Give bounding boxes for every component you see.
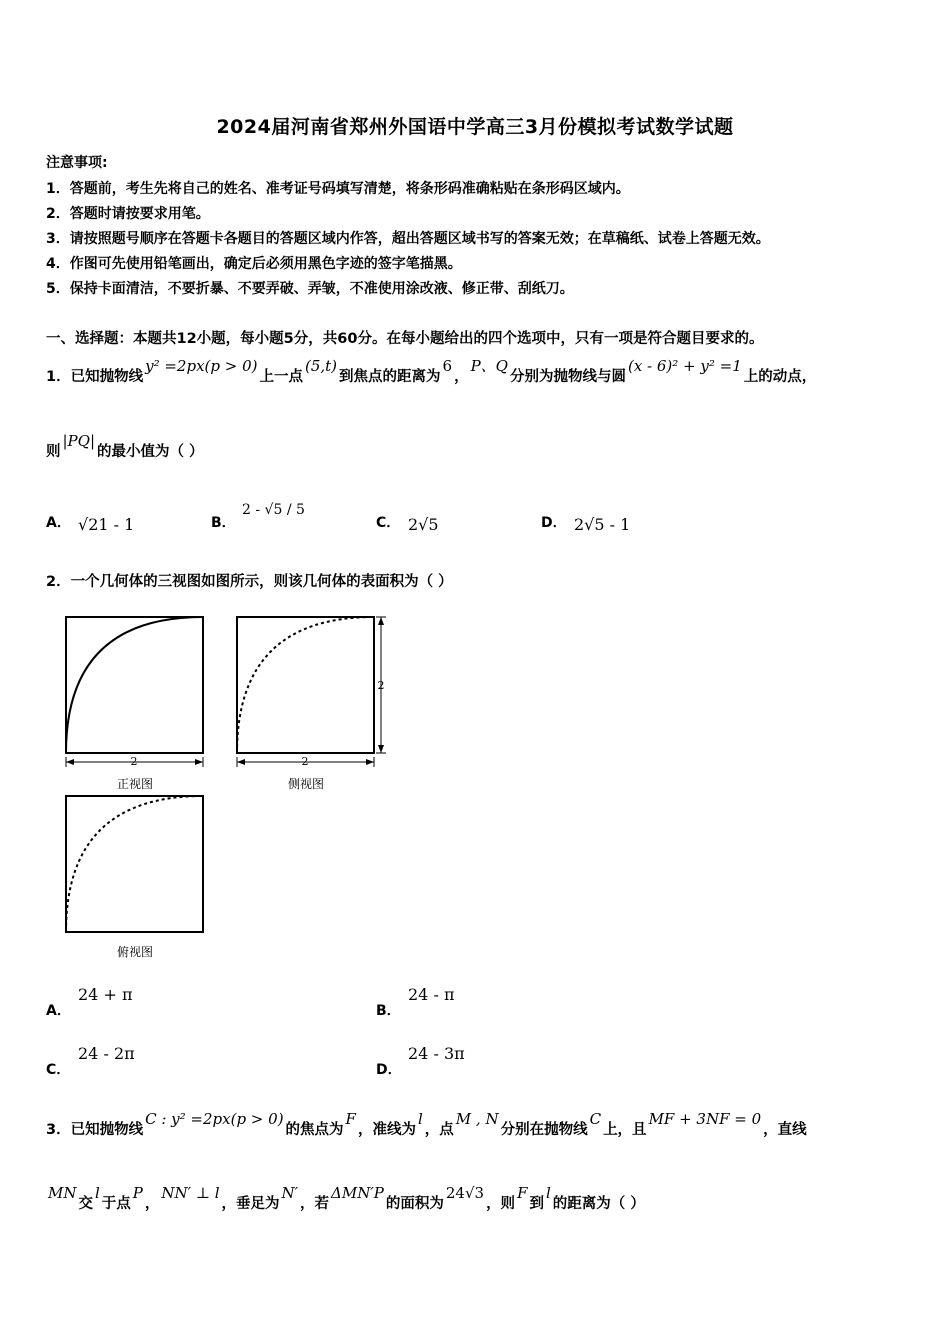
q2-option-b-label: B．: [376, 1003, 401, 1019]
front-view-arc: [66, 617, 203, 753]
top-view: [66, 796, 203, 932]
question-3-stem: 3．已知抛物线C : y² =2px(p > 0)的焦点为F，准线为l，点M , N分别在抛物线C上，且MF + 3NF = 0，直线: [46, 1110, 807, 1138]
q1-option-a-label: A．: [46, 515, 71, 531]
top-view-arc-dashed: [66, 796, 203, 932]
q1-option-d-label: D．: [541, 515, 567, 531]
question-2-stem: 2．一个几何体的三视图如图所示，则该几何体的表面积为（ ）: [46, 574, 453, 590]
note-item: 4．作图可先使用铅笔画出，确定后必须用黑色字迹的签字笔描黑。: [46, 256, 462, 272]
front-view: [66, 617, 203, 767]
side-view-arc-dashed: [237, 617, 374, 753]
note-item: 1．答题前，考生先将自己的姓名、准考证号码填写清楚，将条形码准确粘贴在条形码区域内。: [46, 181, 630, 197]
section-heading: 一、选择题：本题共12小题，每小题5分，共60分。在每小题给出的四个选项中，只有一项是符合题目要求的。: [46, 331, 764, 347]
q1-option-a-value: √21 - 1: [78, 515, 135, 534]
q1-option-d-value: 2√5 - 1: [574, 515, 631, 534]
q2-option-a-value: 24 + π: [78, 985, 133, 1004]
q2-option-d-label: D．: [376, 1062, 402, 1078]
note-item: 3．请按照题号顺序在答题卡各题目的答题区域内作答，超出答题区域书写的答案无效；在草稿纸、试卷上答题无效。: [46, 231, 770, 247]
note-item: 2．答题时请按要求用笔。: [46, 206, 210, 222]
q2-option-c-label: C．: [46, 1062, 71, 1078]
side-dimension-label: 2: [301, 755, 309, 768]
q1-option-c-value: 2√5: [408, 515, 439, 534]
side-view-frame: [237, 617, 374, 753]
top-view-frame: [66, 796, 203, 932]
notes-heading: 注意事项:: [46, 155, 108, 171]
q2-option-b-value: 24 - π: [408, 985, 455, 1004]
top-view-caption: 俯视图: [117, 945, 154, 959]
question-1-stem: 1．已知抛物线y² =2px(p > 0)上一点(5,t)到焦点的距离为6，P、Q分别为抛物线与圆(x - 6)² + y² =1上的动点，: [46, 357, 817, 385]
side-view-caption: 侧视图: [288, 777, 325, 791]
front-view-caption: 正视图: [117, 777, 154, 791]
front-dimension-label: 2: [130, 755, 138, 768]
q2-option-a-label: A．: [46, 1003, 71, 1019]
q1-option-c-label: C．: [376, 515, 401, 531]
side-view: [237, 617, 386, 767]
q1-option-b-value: [242, 488, 312, 538]
three-view-figure: [60, 610, 400, 970]
question-3-stem-cont: MN交l于点P，NN′ ⊥ l，垂足为N′，若ΔMN′P的面积为24√3，则F到l的距离为（ ）: [48, 1184, 645, 1212]
note-item: 5．保持卡面清洁，不要折暴、不要弄破、弄皱，不准使用涂改液、修正带、刮纸刀。: [46, 281, 574, 297]
front-view-frame: [66, 617, 203, 753]
q1-option-b-label: B．: [211, 515, 236, 531]
page-title: 2024届河南省郑州外国语中学高三3月份模拟考试数学试题: [216, 116, 734, 138]
question-1-stem-cont: 则|PQ|的最小值为（ ）: [46, 432, 204, 460]
q1-option-b-expr: 2 - √5 / 5: [242, 502, 305, 518]
q2-option-d-value: 24 - 3π: [408, 1044, 465, 1063]
height-dimension-label: 2: [377, 679, 385, 692]
q2-option-c-value: 24 - 2π: [78, 1044, 135, 1063]
